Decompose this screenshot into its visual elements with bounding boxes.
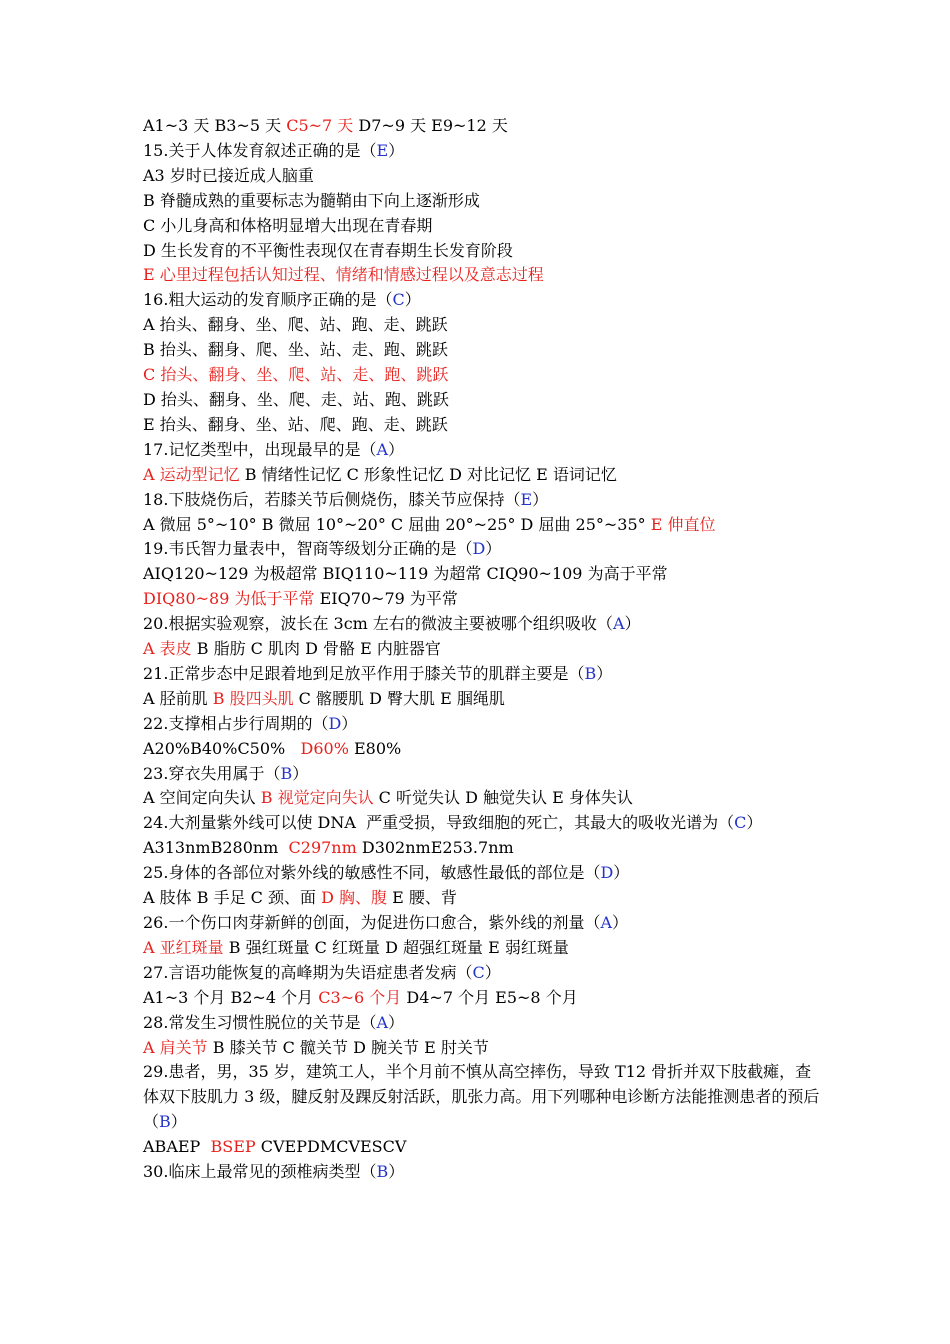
text-segment: C 髂腰肌 D 臀大肌 E 腘绳肌 bbox=[293, 688, 505, 708]
text-segment: B 强红斑量 C 红斑量 D 超强红斑量 E 弱红斑量 bbox=[223, 937, 569, 957]
answer-text: E 伸直位 bbox=[650, 514, 716, 534]
text-line bbox=[143, 438, 823, 463]
text-line bbox=[143, 886, 823, 911]
answer-letter: E bbox=[520, 489, 533, 509]
text-line bbox=[143, 737, 823, 762]
text-segment: ） bbox=[404, 290, 421, 310]
text-line bbox=[143, 114, 823, 139]
text-segment: ） bbox=[746, 813, 763, 833]
text-segment: ） bbox=[292, 763, 309, 783]
text-line bbox=[143, 1011, 823, 1036]
text-segment: 23.穿衣失用属于（ bbox=[143, 763, 281, 783]
answer-text: C297nm bbox=[288, 838, 357, 858]
text-segment: A1~3 天 B3~5 天 bbox=[143, 116, 287, 135]
text-segment: A20%B40%C50% bbox=[143, 738, 301, 758]
text-line bbox=[143, 463, 823, 488]
text-segment: A1~3 个月 B2~4 个月 bbox=[143, 987, 319, 1007]
text-line bbox=[143, 1060, 823, 1135]
text-line bbox=[143, 612, 823, 637]
text-segment: E80% bbox=[348, 738, 402, 758]
text-segment: B 脊髓成熟的重要标志为髓鞘由下向上逐渐形成 bbox=[143, 190, 480, 210]
text-segment: E 腰、背 bbox=[387, 888, 457, 908]
text-segment: D302nmE253.7nm bbox=[356, 838, 514, 858]
text-segment: 25.身体的各部位对紫外线的敏感性不同，敏感性最低的部位是（ bbox=[143, 863, 601, 883]
text-segment: EIQ70~79 为平常 bbox=[314, 589, 458, 609]
text-line bbox=[143, 1135, 823, 1160]
text-line bbox=[143, 587, 823, 612]
text-segment: B 脂肪 C 肌肉 D 骨骼 E 内脏器官 bbox=[191, 639, 441, 659]
text-line bbox=[143, 861, 823, 886]
text-segment: 21.正常步态中足跟着地到足放平作用于膝关节的肌群主要是（ bbox=[143, 663, 585, 683]
text-line bbox=[143, 313, 823, 338]
text-segment: 28.常发生习惯性脱位的关节是（ bbox=[143, 1012, 377, 1032]
text-segment: A 微屈 5°~10° B 微屈 10°~20° C 屈曲 20°~25° D 屈曲 25°~35° bbox=[143, 514, 651, 534]
text-segment: ） bbox=[388, 1162, 405, 1182]
text-segment: ） bbox=[341, 713, 358, 733]
text-line bbox=[143, 214, 823, 239]
text-segment: C 小儿身高和体格明显增大出现在青春期 bbox=[143, 215, 433, 235]
text-segment: ） bbox=[612, 913, 629, 932]
text-segment: C 听觉失认 D 触觉失认 E 身体失认 bbox=[373, 788, 633, 808]
text-line bbox=[143, 562, 823, 587]
text-line bbox=[143, 189, 823, 214]
text-segment: ABAEP bbox=[143, 1137, 211, 1157]
answer-letter: B bbox=[376, 1162, 389, 1182]
text-segment: ） bbox=[485, 539, 502, 559]
text-line bbox=[143, 239, 823, 264]
text-line bbox=[143, 139, 823, 164]
text-segment: 30.临床上最常见的颈椎病类型（ bbox=[143, 1162, 377, 1182]
text-segment: 16.粗大运动的发育顺序正确的是（ bbox=[143, 290, 393, 310]
text-line bbox=[143, 1036, 823, 1061]
answer-letter: A bbox=[376, 1012, 389, 1032]
text-line bbox=[143, 961, 823, 986]
answer-letter: B bbox=[584, 663, 597, 683]
text-segment: A 胫前肌 bbox=[143, 688, 213, 708]
text-segment: D7~9 天 E9~12 天 bbox=[353, 116, 508, 135]
text-line bbox=[143, 936, 823, 961]
text-segment: ） bbox=[484, 962, 501, 982]
text-segment: 22.支撑相占步行周期的（ bbox=[143, 713, 329, 733]
text-segment: 27.言语功能恢复的高峰期为失语症患者发病（ bbox=[143, 962, 473, 982]
answer-text: A 表皮 bbox=[143, 639, 192, 659]
text-segment: ） bbox=[170, 1112, 187, 1132]
text-line bbox=[143, 762, 823, 787]
text-segment: A3 岁时已接近成人脑重 bbox=[143, 165, 314, 185]
text-segment: A 空间定向失认 bbox=[143, 788, 261, 808]
text-segment: B 情绪性记忆 C 形象性记忆 D 对比记忆 E 语词记忆 bbox=[239, 464, 617, 484]
answer-letter: A bbox=[376, 439, 389, 459]
text-segment: ） bbox=[388, 1012, 405, 1032]
text-line bbox=[143, 164, 823, 189]
answer-text: B 视觉定向失认 bbox=[260, 788, 374, 808]
text-line bbox=[143, 637, 823, 662]
answer-letter: D bbox=[472, 539, 486, 559]
text-segment: D4~7 个月 E5~8 个月 bbox=[401, 987, 578, 1007]
text-segment: 29.患者，男，35 岁，建筑工人，半个月前不慎从高空摔伤，导致 T12 骨折并双下肢截瘫，查体双下肢肌力 3 级，腱反射及踝反射活跃，肌张力高。用下列哪种电诊断方法能推测患者的预后（ bbox=[143, 1062, 820, 1132]
text-segment: 20.根据实验观察，波长在 3cm 左右的微波主要被哪个组织吸收（ bbox=[143, 614, 613, 634]
document-body bbox=[143, 114, 823, 1185]
answer-letter: C bbox=[472, 962, 485, 982]
text-segment: ） bbox=[388, 140, 405, 160]
text-line bbox=[143, 488, 823, 513]
text-line bbox=[143, 537, 823, 562]
answer-letter: C bbox=[734, 813, 747, 833]
text-segment: D 抬头、翻身、坐、爬、走、站、跑、跳跃 bbox=[143, 389, 449, 409]
answer-text: A 亚红斑量 bbox=[143, 937, 224, 957]
text-line bbox=[143, 687, 823, 712]
text-segment: 24.大剂量紫外线可以使 DNA 严重受损，导致细胞的死亡，其最大的吸收光谱为（ bbox=[143, 813, 735, 833]
answer-text: A 运动型记忆 bbox=[143, 464, 240, 484]
answer-text: BSEP bbox=[210, 1137, 256, 1157]
text-segment: ） bbox=[388, 439, 405, 459]
text-line bbox=[143, 786, 823, 811]
answer-text: A 肩关节 bbox=[143, 1037, 208, 1057]
text-line bbox=[143, 413, 823, 438]
text-line bbox=[143, 911, 823, 936]
answer-letter: E bbox=[376, 140, 389, 160]
text-segment: ） bbox=[532, 489, 549, 509]
text-line bbox=[143, 811, 823, 836]
text-segment: A 抬头、翻身、坐、爬、站、跑、走、跳跃 bbox=[143, 315, 448, 335]
text-line bbox=[143, 662, 823, 687]
answer-text: D 胸、腹 bbox=[321, 888, 387, 908]
answer-text: DIQ80~89 为低于平常 bbox=[143, 589, 315, 609]
text-segment: D 生长发育的不平衡性表现仅在青春期生长发育阶段 bbox=[143, 240, 513, 260]
answer-letter: A bbox=[600, 913, 613, 932]
answer-letter: D bbox=[328, 713, 342, 733]
text-segment: AIQ120~129 为极超常 BIQ110~119 为超常 CIQ90~109 为高于平常 bbox=[143, 564, 668, 584]
text-segment: 15.关于人体发育叙述正确的是（ bbox=[143, 140, 377, 160]
text-line bbox=[143, 338, 823, 363]
text-segment: A313nmB280nm bbox=[143, 838, 289, 858]
answer-letter: A bbox=[612, 614, 625, 634]
text-line bbox=[143, 288, 823, 313]
text-line bbox=[143, 388, 823, 413]
text-line bbox=[143, 263, 823, 288]
text-segment: CVEPDMCVESCV bbox=[255, 1137, 407, 1157]
text-segment: B 膝关节 C 髋关节 D 腕关节 E 肘关节 bbox=[207, 1037, 489, 1057]
answer-letter: D bbox=[600, 863, 614, 883]
text-segment: 26.一个伤口肉芽新鲜的创面，为促进伤口愈合，紫外线的剂量（ bbox=[143, 913, 601, 932]
text-segment: ） bbox=[613, 863, 630, 883]
text-segment: E 抬头、翻身、坐、站、爬、跑、走、跳跃 bbox=[143, 414, 448, 434]
text-segment: 17.记忆类型中，出现最早的是（ bbox=[143, 439, 377, 459]
text-segment: 19.韦氏智力量表中，智商等级划分正确的是（ bbox=[143, 539, 473, 559]
text-line bbox=[143, 363, 823, 388]
text-line bbox=[143, 513, 823, 538]
answer-text: C5~7 天 bbox=[286, 116, 354, 135]
text-line bbox=[143, 986, 823, 1011]
text-line bbox=[143, 1160, 823, 1185]
answer-text: C3~6 个月 bbox=[318, 987, 402, 1007]
text-segment: A 肢体 B 手足 C 颈、面 bbox=[143, 888, 322, 908]
text-segment: ） bbox=[596, 663, 613, 683]
answer-text: E 心里过程包括认知过程、情绪和情感过程以及意志过程 bbox=[143, 265, 544, 285]
answer-text: B 股四头肌 bbox=[212, 688, 294, 708]
answer-text: D60% bbox=[300, 738, 349, 758]
text-line bbox=[143, 836, 823, 861]
text-line bbox=[143, 712, 823, 737]
answer-letter: C bbox=[392, 290, 405, 310]
answer-text: C 抬头、翻身、坐、爬、站、走、跑、跳跃 bbox=[143, 365, 449, 385]
text-segment: ） bbox=[624, 614, 641, 634]
text-segment: B 抬头、翻身、爬、坐、站、走、跑、跳跃 bbox=[143, 340, 448, 360]
answer-letter: B bbox=[159, 1112, 171, 1132]
answer-letter: B bbox=[280, 763, 293, 783]
text-segment: 18.下肢烧伤后，若膝关节后侧烧伤，膝关节应保持（ bbox=[143, 489, 521, 509]
